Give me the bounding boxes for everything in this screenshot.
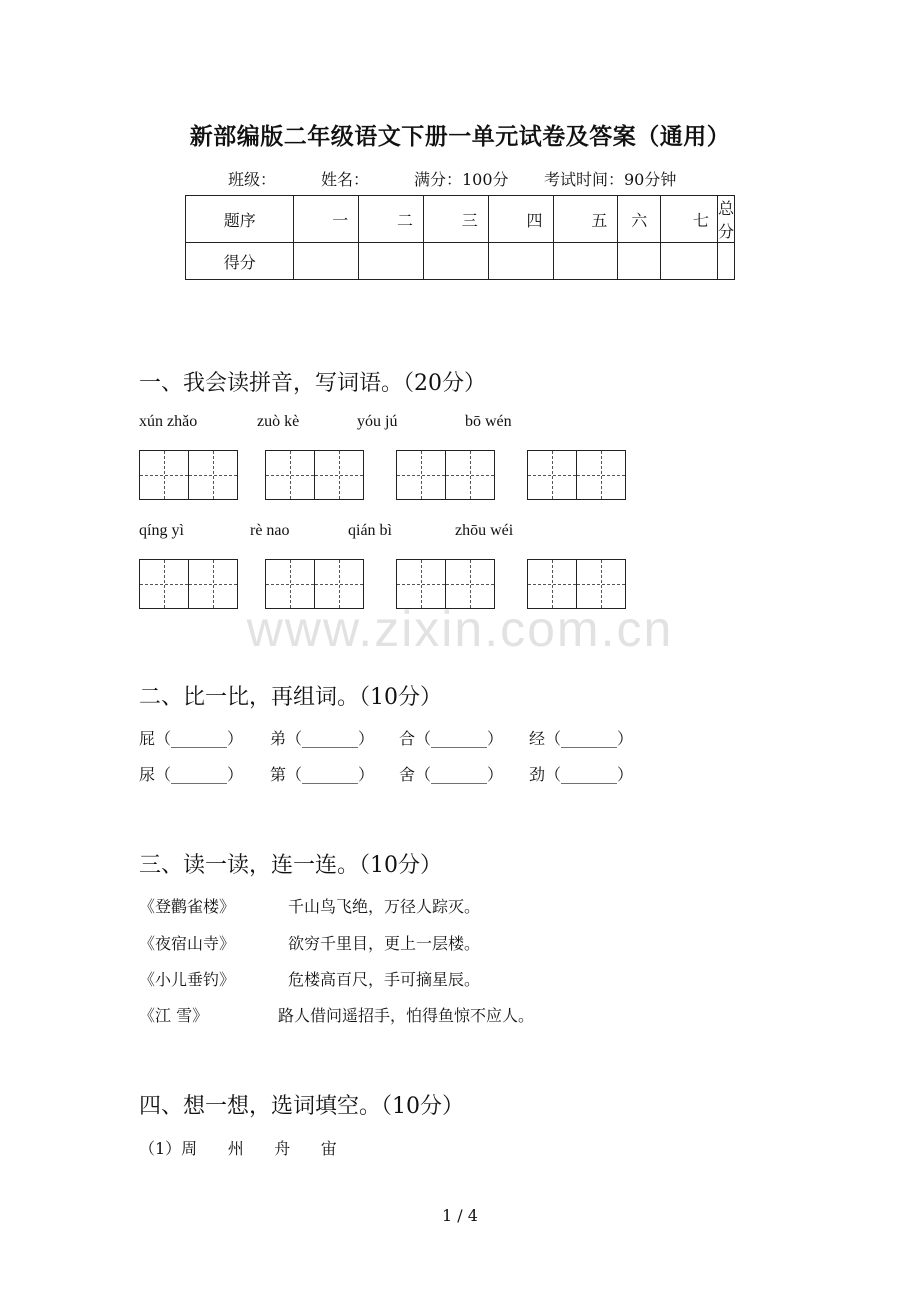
watermark: www.zixin.com.cn	[246, 601, 674, 657]
pinyin-label: zuò kè	[257, 413, 300, 430]
name-label: 姓名：	[321, 170, 370, 189]
pinyin-label: qíng yì	[139, 522, 184, 539]
score-cell[interactable]	[618, 243, 661, 280]
grid-cell[interactable]	[527, 450, 577, 500]
page-number: 1 / 4	[442, 1206, 478, 1225]
poem-title[interactable]: 《登鹳雀楼》	[139, 897, 236, 916]
pinyin-label: rè nao	[250, 522, 290, 539]
pinyin-label: qián bì	[348, 522, 392, 539]
page-title: 新部编版二年级语文下册一单元试卷及答案（通用）	[189, 123, 731, 150]
poem-line[interactable]: 千山鸟飞绝，万径人踪灭。	[288, 897, 481, 916]
section-2-heading: 二、比一比，再组词。（10分）	[139, 685, 442, 710]
score-table	[185, 195, 735, 280]
score-cell[interactable]	[661, 243, 718, 280]
grid-cell[interactable]	[139, 450, 189, 500]
table-cell: 六	[618, 196, 661, 243]
writing-grid[interactable]	[265, 450, 364, 500]
table-cell: 得分	[186, 243, 294, 280]
table-cell: 三	[423, 196, 488, 243]
table-cell: 五	[553, 196, 618, 243]
class-label: 班级：	[228, 170, 277, 189]
grid-cell[interactable]	[265, 450, 315, 500]
fill-blank-item[interactable]: 屁（_______）	[139, 729, 244, 748]
score-table-score-row	[186, 243, 735, 280]
table-cell: 七	[661, 196, 718, 243]
table-cell: 题序	[186, 196, 294, 243]
fill-blank-item[interactable]: 尿（_______）	[139, 765, 244, 784]
poem-title[interactable]: 《夜宿山寺》	[139, 934, 236, 953]
fill-blank-item[interactable]: 弟（_______）	[270, 729, 375, 748]
fill-blank-item[interactable]: 第（_______）	[270, 765, 375, 784]
poem-title[interactable]: 《江 雪》	[139, 1006, 209, 1025]
writing-grid[interactable]	[139, 450, 238, 500]
fill-blank-item[interactable]: 合（_______）	[399, 729, 504, 748]
poem-line[interactable]: 欲穷千里目，更上一层楼。	[288, 934, 481, 953]
grid-cell[interactable]	[396, 450, 446, 500]
exam-time-label: 考试时间：90分钟	[544, 170, 677, 189]
score-cell[interactable]	[359, 243, 424, 280]
fill-blank-item[interactable]: 舍（_______）	[399, 765, 504, 784]
score-cell[interactable]	[294, 243, 359, 280]
pinyin-label: xún zhǎo	[139, 413, 198, 430]
section-4-heading: 四、想一想，选词填空。（10分）	[139, 1094, 464, 1119]
score-cell[interactable]	[423, 243, 488, 280]
fill-blank-item[interactable]: 劲（_______）	[529, 765, 634, 784]
table-cell: 一	[294, 196, 359, 243]
table-cell: 二	[359, 196, 424, 243]
grid-cell[interactable]	[315, 450, 364, 500]
word-choice-question: （1）周 州 舟 宙	[139, 1139, 337, 1158]
pinyin-label: zhōu wéi	[455, 522, 514, 539]
table-cell: 总分	[717, 196, 734, 243]
poem-line[interactable]: 危楼高百尺，手可摘星辰。	[288, 970, 481, 989]
grid-cell[interactable]	[189, 450, 238, 500]
section-1-heading: 一、我会读拼音，写词语。（20分）	[139, 371, 486, 396]
score-table-header-row	[186, 196, 735, 243]
grid-cell[interactable]	[446, 450, 495, 500]
score-cell[interactable]	[488, 243, 553, 280]
score-cell[interactable]	[553, 243, 618, 280]
table-cell: 四	[488, 196, 553, 243]
writing-grid[interactable]	[396, 450, 495, 500]
score-cell[interactable]	[717, 243, 734, 280]
writing-grid[interactable]	[527, 450, 626, 500]
pinyin-label: bō wén	[465, 413, 512, 430]
pinyin-label: yóu jú	[357, 413, 398, 430]
grid-cell[interactable]	[577, 450, 626, 500]
poem-line[interactable]: 路人借问遥招手，怕得鱼惊不应人。	[278, 1006, 535, 1025]
fill-blank-item[interactable]: 经（_______）	[529, 729, 634, 748]
poem-title[interactable]: 《小儿垂钓》	[139, 970, 236, 989]
full-score-label: 满分：100分	[414, 170, 509, 189]
section-3-heading: 三、读一读，连一连。（10分）	[139, 853, 442, 878]
